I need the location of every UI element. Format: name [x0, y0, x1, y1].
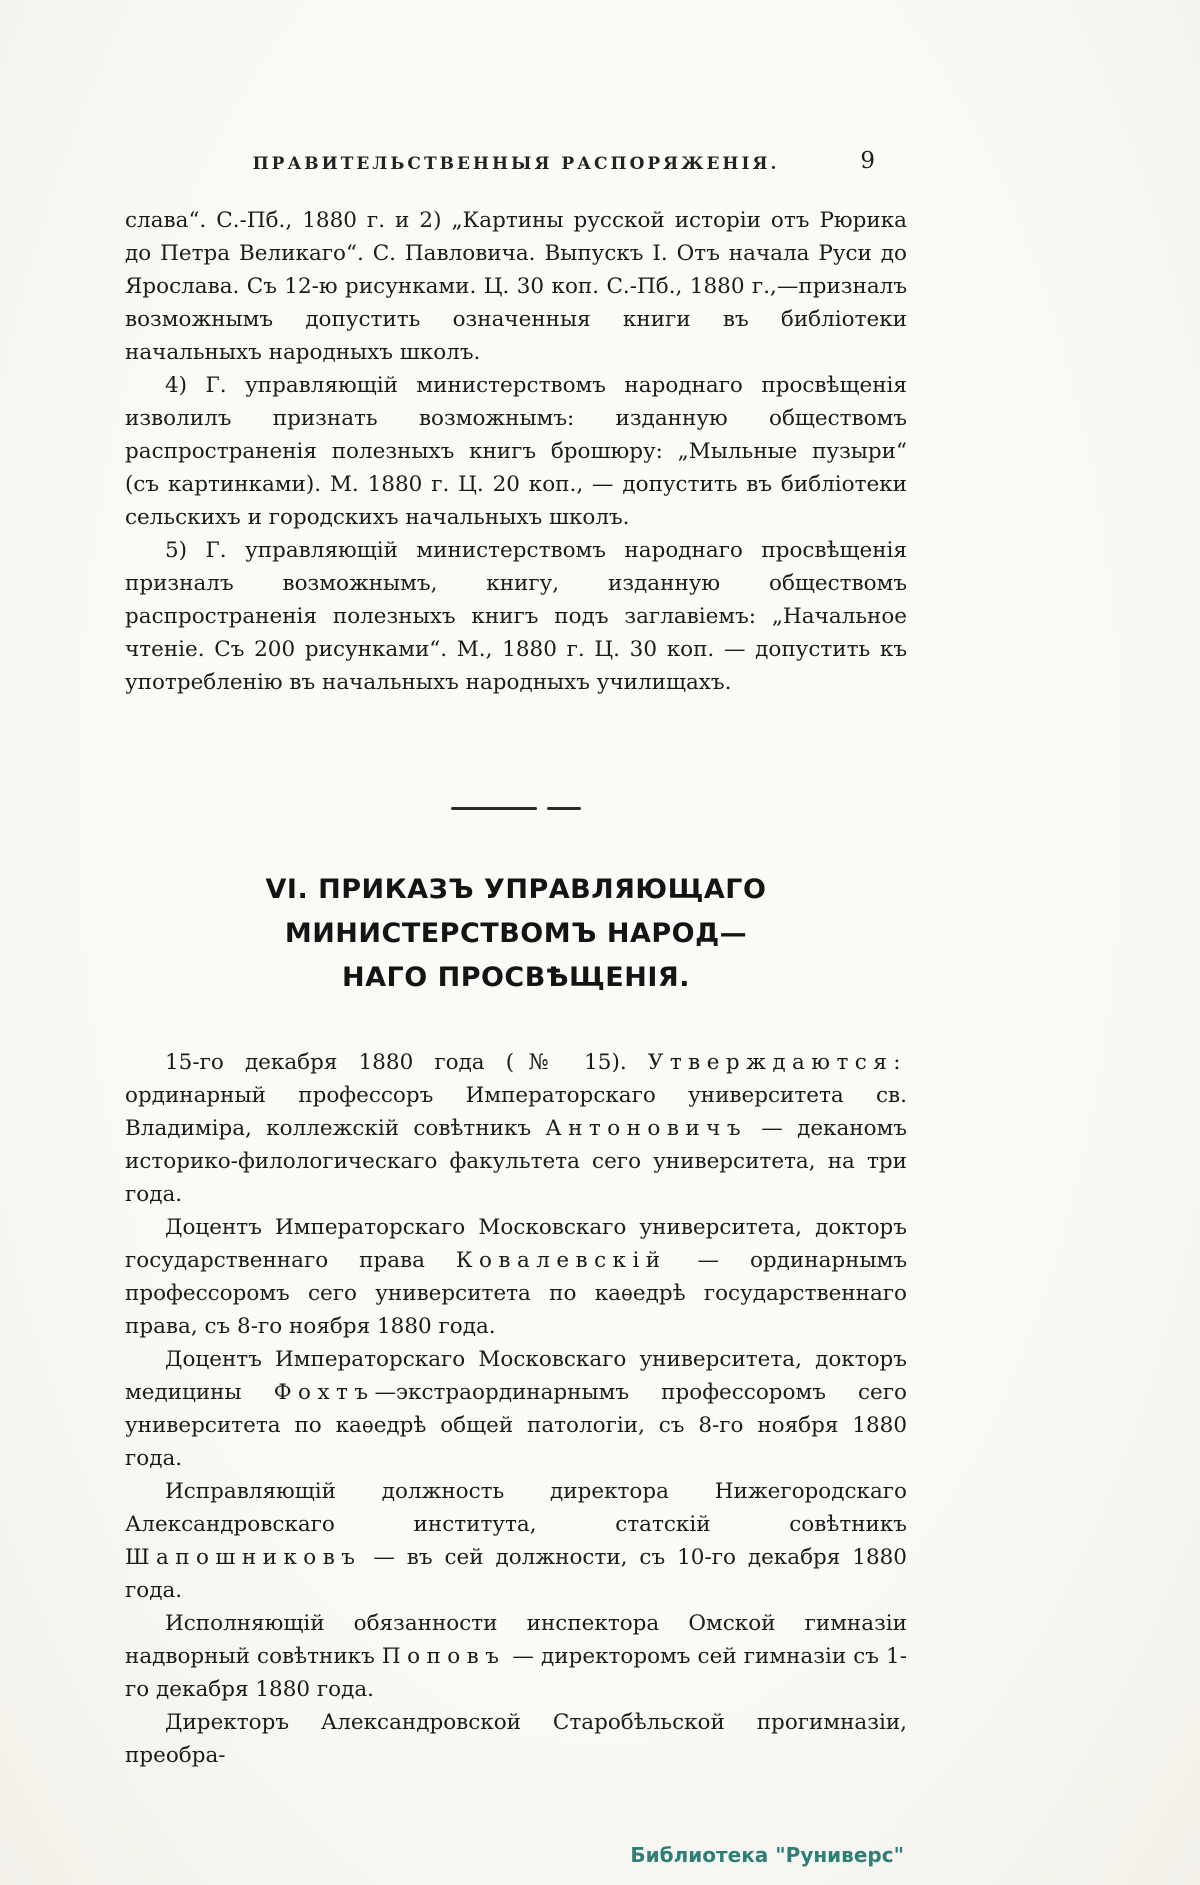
text-segment: —экстраординарнымъ профессоромъ сего университета по каѳедрѣ общей патологіи, съ 8-го ноября 1880 года.	[125, 1380, 907, 1471]
emphasized-name: Поповъ	[381, 1644, 506, 1669]
section-heading	[125, 868, 907, 1000]
section-divider	[125, 807, 907, 810]
decree-paragraph-6	[125, 1706, 907, 1772]
text-segment: Исполняющій обязанности инспектора Омской гимназіи надворный совѣтникъ	[125, 1611, 907, 1669]
emphasized-name: Ковалевскій	[455, 1248, 667, 1273]
text-segment: ординарный профессоръ Императорскаго университета св. Владиміра, коллежскій совѣтникъ	[125, 1083, 907, 1141]
emphasized-name: Антоновичъ	[545, 1116, 747, 1141]
text-segment: — деканомъ историко-филологическаго факультета сего университета, на три года.	[125, 1116, 907, 1207]
page-header	[125, 148, 907, 182]
decree-paragraph-5	[125, 1607, 907, 1706]
text-segment: Исправляющій должность директора Нижегородскаго Александровскаго института, статскій совѣтникъ	[125, 1479, 907, 1537]
government-orders-section	[125, 204, 907, 699]
emphasized-name: Шапошниковъ	[125, 1545, 362, 1570]
decree-paragraph-2	[125, 1211, 907, 1343]
text-segment: Доцентъ Императорскаго Московскаго университета, докторъ государственнаго права	[125, 1215, 907, 1273]
decree-paragraph-3	[125, 1343, 907, 1475]
divider-rule-short	[547, 807, 581, 810]
text-segment: Доцентъ Императорскаго Московскаго университета, докторъ медицины	[125, 1347, 907, 1405]
divider-rule-long	[451, 807, 537, 810]
section-heading-line1: VI. ПРИКАЗЪ УПРАВЛЯЮЩАГО МИНИСТЕРСТВОМЪ НАРОД—	[265, 874, 767, 949]
running-title: ПРАВИТЕЛЬСТВЕННЫЯ РАСПОРЯЖЕНІЯ.	[252, 154, 780, 174]
text-segment: 15-го декабря 1880 года (№ 15).	[165, 1050, 648, 1075]
page-number: 9	[860, 148, 875, 174]
text-segment: — директоромъ сей гимназіи съ 1-го декабря 1880 года.	[125, 1644, 907, 1702]
decree-section	[125, 1046, 907, 1772]
emphasized-word: Утверждаются:	[647, 1050, 907, 1075]
paragraph-item-4: 4) Г. управляющій министерствомъ народнаго просвѣщенія изволилъ признать возможнымъ: изданную обществомъ распространенія полезныхъ книгъ брошюру: „Мыльные пузыри“ (съ картинками). М. 1880 г. Ц. 20 коп., — допустить въ библіотеки сельскихъ и городскихъ начальныхъ школъ.	[125, 373, 907, 530]
paragraph-continuation: слава“. С.-Пб., 1880 г. и 2) „Картины русской исторіи отъ Рюрика до Петра Великаго“. С. Павловича. Выпускъ I. Отъ начала Руси до Ярослава. Съ 12-ю рисунками. Ц. 30 коп. С.-Пб., 1880 г.,—призналъ возможнымъ допустить означенныя книги въ библіотеки начальныхъ народныхъ школъ.	[125, 208, 907, 365]
text-block	[125, 148, 907, 1772]
library-watermark: Библиотека "Руниверс"	[630, 1843, 904, 1867]
decree-paragraph-4	[125, 1475, 907, 1607]
paragraph-item-5: 5) Г. управляющій министерствомъ народнаго просвѣщенія призналъ возможнымъ, книгу, изданную обществомъ распространенія полезныхъ книгъ подъ заглавіемъ: „Начальное чтеніе. Съ 200 рисунками“. М., 1880 г. Ц. 30 коп. — допустить къ употребленію въ начальныхъ народныхъ училищахъ.	[125, 538, 907, 695]
text-segment: — въ сей должности, съ 10-го декабря 1880 года.	[125, 1545, 907, 1603]
text-segment: — ординарнымъ профессоромъ сего университета по каѳедрѣ государственнаго права, съ 8-го ноября 1880 года.	[125, 1248, 908, 1339]
section-heading-line2: НАГО ПРОСВѢЩЕНІЯ.	[342, 962, 690, 993]
text-segment: Директоръ Александровской Старобѣльской прогимназіи, преобра-	[125, 1710, 907, 1768]
emphasized-name: Фохтъ	[273, 1380, 375, 1405]
decree-paragraph-1	[125, 1046, 907, 1211]
